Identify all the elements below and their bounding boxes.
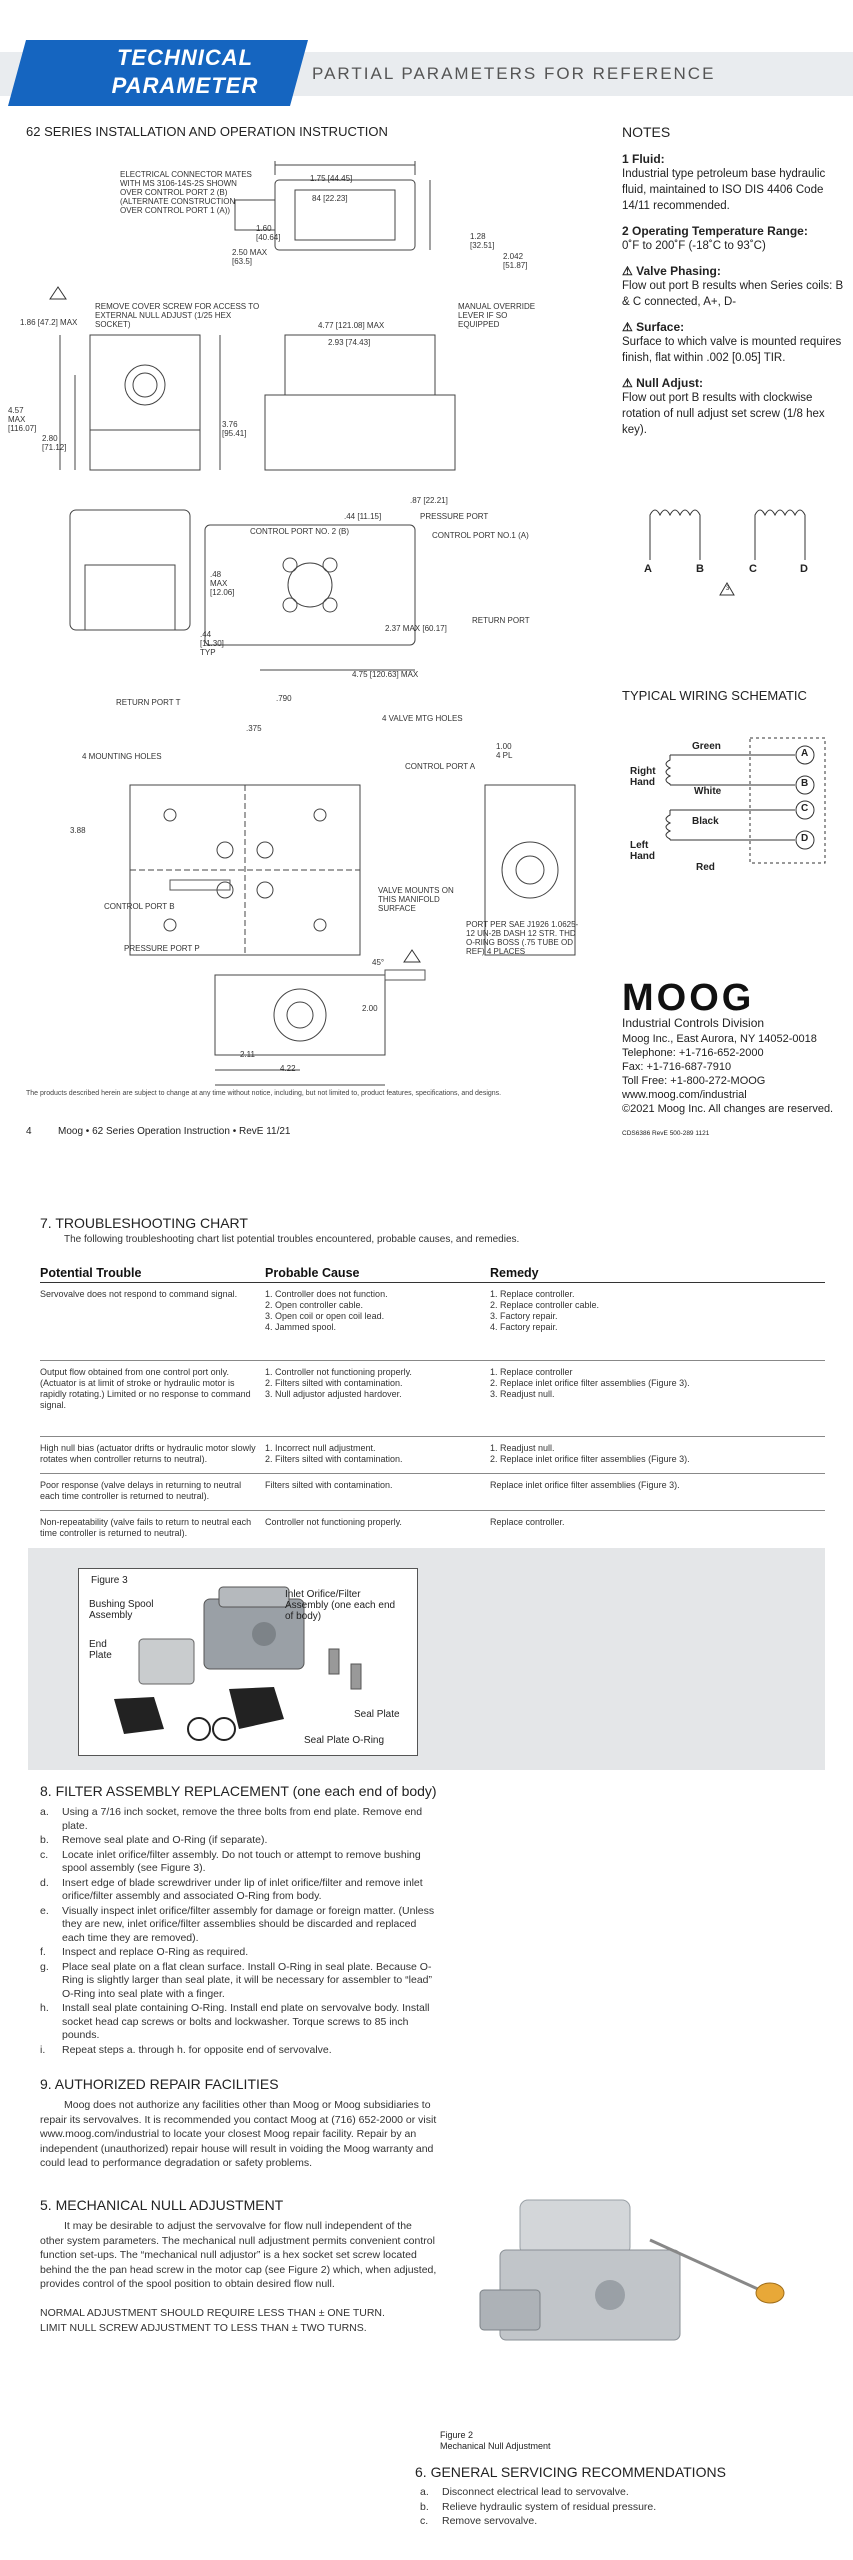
step-text: Relieve hydraulic system of residual pressure. [442, 2500, 657, 2513]
step-text: Locate inlet orifice/filter assembly. Do not touch or attempt to remove bushing spool assembly (see Figure 3). [62, 1848, 421, 1874]
list-item [40, 2002, 438, 2043]
trouble-intro: The following troubleshooting chart list potential troubles encountered, probable causes, and remedies. [64, 1234, 520, 1245]
coil-left [650, 510, 700, 525]
step-text: Using a 7/16 inch socket, remove the three bolts from end plate. Remove end plate. [62, 1806, 423, 1832]
dim-13: .87 [22.21] [410, 496, 448, 505]
table-row [40, 1437, 825, 1474]
coil-label-c: C [749, 563, 757, 575]
figure2-subcaption: Mechanical Null Adjustment [440, 2441, 551, 2451]
valve-side-base [265, 395, 455, 470]
label-bushing-spool: Bushing Spool Assembly [89, 1599, 154, 1621]
note-5-head: Null Adjust: [636, 376, 703, 390]
list-item [420, 2501, 820, 2515]
header-title-line2: PARAMETER [111, 73, 259, 98]
cell-trouble: High null bias (actuator drifts or hydraulic motor slowly rotates when controller returns to neutral). [40, 1437, 265, 1474]
connector-circle [125, 365, 165, 405]
moog-logo: MOOG [622, 977, 755, 1019]
step-letter: i. [40, 2043, 46, 2056]
null-caps-2: LIMIT NULL SCREW ADJUSTMENT TO LESS THAN ± TWO TURNS. [40, 2322, 367, 2334]
dim-7: 2.93 [74.43] [328, 338, 371, 347]
dim-26: 45° [372, 958, 385, 967]
port-a [323, 558, 337, 572]
terminal-label-b: B [801, 778, 809, 789]
callout-valve-mtg-holes: 4 VALVE MTG HOLES [382, 714, 463, 723]
step-letter: a. [420, 2486, 429, 2498]
valve-front-view [90, 335, 200, 430]
warning-triangle-icon: ⚠ [622, 264, 633, 278]
moog-telephone: Telephone: +1-716-652-2000 [622, 1047, 764, 1059]
note-4-body: Surface to which valve is mounted requires finish, flat within .002 [0.05] TIR. [622, 336, 842, 364]
cell-remedy: 1. Replace controller 2. Replace inlet orifice filter assemblies (Figure 3). 3. Readjust null. [490, 1361, 825, 1437]
header-banner [0, 40, 853, 110]
dim-11: 1.28 [32.51] [470, 232, 495, 250]
moog-copyright: ©2021 Moog Inc. All changes are reserved. [622, 1103, 834, 1115]
list-item [40, 1877, 438, 1904]
header-probable-cause: Probable Cause [265, 1262, 490, 1283]
coil-label-d: D [800, 563, 808, 575]
repair-body: Moog does not authorize any facilities other than Moog or Moog subsidiaries to repair its servovalves. It is recommended you contact Moog at (716) 652-2000 or visit www.moog.com/industrial to locate your closest Moog repair facility. Repair by an independent (unauthorized) repair house will result in voiding the Moog warranty and could lead to performance degradation or safety problems. [40, 2099, 437, 2169]
step-letter: d. [40, 1876, 49, 1889]
cell-trouble: Non-repeatability (valve fails to return to neutral each time controller is returned to neutral). [40, 1517, 252, 1538]
cell-trouble: Servovalve does not respond to command signal. [40, 1283, 265, 1361]
note-1-head: 1 Fluid: [622, 152, 665, 166]
step-letter: a. [40, 1806, 49, 1818]
note-2-body: 0˚F to 200˚F (-18˚C to 93˚C) [622, 240, 766, 252]
cell-cause: 1. Controller not functioning properly. 2. Filters silted with contamination. 3. Null adjustor adjusted hardover. [265, 1361, 490, 1437]
warning-triangle-icon: ⚠ [622, 320, 633, 334]
step-text: Install seal plate containing O-Ring. Install end plate on servovalve body. Install socket head cap screws or bolts and lockwasher. Torque screws to 85 inch pounds. [62, 2002, 430, 2041]
callout-control-port-b: CONTROL PORT B [104, 902, 175, 911]
dim-24: 2.11 [240, 1050, 255, 1059]
terminal-label-d: D [801, 833, 809, 844]
header-remedy: Remedy [490, 1262, 825, 1283]
label-inlet-filter: Inlet Orifice/Filter Assembly (one each end of body) [285, 1589, 396, 1622]
hex-key-icon [756, 2283, 784, 2303]
cell-cause: 1. Incorrect null adjustment. 2. Filters silted with contamination. [265, 1437, 490, 1474]
wire-black: Black [692, 816, 719, 827]
troubleshooting-table [40, 1262, 825, 1547]
list-item [420, 2515, 820, 2529]
step-letter: e. [40, 1904, 49, 1917]
filter-steps [40, 1806, 438, 2058]
callout-override-lever: MANUAL OVERRIDE LEVER IF SO EQUIPPED [458, 302, 536, 329]
label-left-hand: Left Hand [630, 840, 655, 862]
wire-red: Red [696, 862, 715, 873]
dim-23: 2.00 [362, 1004, 378, 1013]
trouble-title: 7. TROUBLESHOOTING CHART [40, 1215, 248, 1231]
dim-14: .44 [11.15] [344, 512, 382, 521]
coil-label-b: B [696, 563, 704, 575]
dim-17: 2.37 MAX [60.17] [385, 624, 447, 633]
step-letter: h. [40, 2002, 49, 2014]
servicing-title: 6. GENERAL SERVICING RECOMMENDATIONS [415, 2464, 726, 2480]
table-row [40, 1361, 825, 1437]
warning-triangle-icon [404, 950, 420, 962]
callout-return-port: RETURN PORT [472, 616, 530, 625]
list-item [40, 1834, 438, 1848]
moog-docnum: CDS6386 RevE 500-289 1121 [622, 1130, 710, 1137]
note-3-head: Valve Phasing: [636, 264, 721, 278]
figure2-photo [460, 2180, 830, 2380]
null-caps-1: NORMAL ADJUSTMENT SHOULD REQUIRE LESS THAN ± ONE TURN. [40, 2307, 385, 2319]
coil-warn-number: 3 [726, 586, 730, 592]
label-right-hand: Right Hand [630, 766, 656, 788]
step-text: Remove seal plate and O-Ring (if separate). [62, 1834, 268, 1846]
moog-web[interactable]: www.moog.com/industrial [622, 1089, 747, 1101]
port-t [323, 598, 337, 612]
dim-12: 2.042 [51.87] [503, 252, 528, 270]
cell-trouble: Poor response (valve delays in returning to neutral each time controller is returned to neutral). [40, 1474, 265, 1511]
callout-control-port-2: CONTROL PORT NO. 2 (B) [250, 527, 349, 536]
step-text: Remove servovalve. [442, 2515, 538, 2527]
dim-16: .44 [11.30] TYP [200, 630, 224, 657]
wire-white: White [694, 786, 722, 797]
figure2-caption: Figure 2 [440, 2430, 474, 2440]
warning-triangle-icon [50, 287, 66, 299]
list-item [40, 2044, 438, 2058]
dim-6: 4.77 [121.08] MAX [318, 321, 385, 330]
cell-cause: Controller not functioning properly. [265, 1517, 402, 1527]
moog-tollfree: Toll Free: +1-800-272-MOOG [622, 1075, 766, 1087]
label-seal-plate-oring: Seal Plate O-Ring [304, 1735, 385, 1746]
note-3-body: Flow out port B results when Series coils: B & C connected, A+, D- [622, 280, 844, 308]
cell-cause: Filters silted with contamination. [265, 1474, 490, 1511]
cell-remedy: 1. Replace controller. 2. Replace controller cable. 3. Factory repair. 4. Factory repair. [490, 1283, 825, 1361]
note-1-body: Industrial type petroleum base hydraulic fluid, maintained to ISO DIS 4406 Code 14/11 recommended. [622, 168, 826, 212]
dim-15: .48 MAX [12.06] [210, 570, 235, 597]
step-letter: b. [420, 2500, 429, 2513]
list-item [40, 1946, 438, 1960]
list-item [40, 1806, 438, 1833]
coil-left-hand [666, 810, 670, 840]
repair-title: 9. AUTHORIZED REPAIR FACILITIES [40, 2076, 279, 2092]
header-title [70, 44, 300, 100]
figure3-frame [78, 1568, 418, 1756]
step-letter: c. [420, 2515, 429, 2527]
step-letter: g. [40, 1960, 49, 1973]
callout-cover-screw: REMOVE COVER SCREW FOR ACCESS TO EXTERNAL NULL ADJUST (1/25 HEX SOCKET) [95, 302, 260, 329]
callout-control-port-1: CONTROL PORT NO.1 (A) [432, 531, 529, 540]
note-4-head: Surface: [636, 320, 685, 334]
wiring-schematic [630, 730, 830, 890]
callout-port-sae: PORT PER SAE J1926 1.0625-12 UN-2B DASH 12 STR. THD O-RING BOSS (.75 TUBE OD REF) 4 PLACES [466, 920, 579, 956]
figure3-caption: Figure 3 [91, 1575, 128, 1586]
coil-label-a: A [644, 563, 652, 575]
step-text: Insert edge of blade screwdriver under lip of inlet orifice/filter and remove inlet orifice/filter assembly and associated O-Ring from body. [62, 1876, 423, 1902]
dim-22: 1.00 4 PL [496, 742, 513, 760]
moog-fax: Fax: +1-716-687-7910 [622, 1061, 732, 1073]
moog-contact [622, 977, 847, 1137]
dim-5: 1.86 [47.2] MAX [20, 318, 78, 327]
step-text: Inspect and replace O-Ring as required. [62, 1946, 249, 1958]
valve-front-base [90, 430, 200, 470]
cell-trouble: Output flow obtained from one control port only. (Actuator is at limit of stroke or hydraulic motor is rapidly rotating.) Limited or no response to command signal. [40, 1361, 265, 1437]
valve-end-view [70, 510, 190, 630]
list-item [40, 1849, 438, 1876]
list-item [420, 2486, 820, 2500]
step-text: Disconnect electrical lead to servovalve. [442, 2486, 629, 2498]
null-title: 5. MECHANICAL NULL ADJUSTMENT [40, 2197, 284, 2213]
coil-right [755, 510, 805, 525]
notes-panel [622, 124, 844, 438]
header-subtitle: PARTIAL PARAMETERS FOR REFERENCE [312, 64, 716, 83]
cell-remedy: 1. Readjust null. 2. Replace inlet orifice filter assemblies (Figure 3). [490, 1437, 825, 1474]
warning-triangle-icon: ⚠ [622, 376, 633, 390]
install-title: 62 SERIES INSTALLATION AND OPERATION INSTRUCTION [26, 124, 388, 139]
moog-address: Moog Inc., East Aurora, NY 14052-0018 [622, 1033, 817, 1045]
terminal-label-a: A [801, 748, 809, 759]
callout-pressure-port: PRESSURE PORT [420, 512, 489, 521]
wiring-title: TYPICAL WIRING SCHEMATIC [622, 688, 807, 703]
note-2-head: 2 Operating Temperature Range: [622, 224, 808, 238]
servicing-steps [420, 2486, 820, 2530]
step-letter: c. [40, 1848, 49, 1861]
manifold-bottom [215, 975, 385, 1055]
port-b [283, 598, 297, 612]
dim-2: 84 [22.23] [312, 194, 348, 203]
callout-connector: ELECTRICAL CONNECTOR MATES WITH MS 3106-14S-2S SHOWN OVER CONTROL PORT 2 (B) (ALTERNATE CONSTRUCTION OVER CONTROL PORT 1 (A)) [120, 170, 252, 215]
note-5-body: Flow out port B results with clockwise rotation of null adjust set screw (1/8 hex key). [622, 392, 825, 436]
table-row [40, 1283, 825, 1361]
step-letter: b. [40, 1834, 49, 1846]
coil-diagram [640, 500, 840, 600]
list-item [40, 1905, 438, 1946]
null-body: It may be desirable to adjust the servovalve for flow null independent of the other system parameters. The mechanical null adjustment permits convenient control function set-ups. The “mechanical null adjustor” is a hex socket set screw located behind the the pan head screw in the motor cap (see Figure 2) which, when adjusted, provides control of the spool position to obtain desired flow null. [40, 2220, 437, 2290]
dim-10: 3.76 [95.41] [222, 420, 247, 438]
dim-18: 4.75 [120.63] MAX [352, 670, 419, 679]
step-text: Repeat steps a. through h. for opposite end of servovalve. [62, 2043, 332, 2056]
callout-manifold-surface: VALVE MOUNTS ON THIS MANIFOLD SURFACE [378, 886, 454, 913]
dim-9: 2.80 [71.12] [42, 434, 67, 452]
callout-return-port-t: RETURN PORT T [116, 698, 181, 707]
terminal-label-c: C [801, 803, 809, 814]
dim-20: .375 [246, 724, 262, 733]
notes-title: NOTES [622, 124, 671, 140]
header-title-line1: TECHNICAL [116, 45, 254, 70]
dim-19: .790 [276, 694, 292, 703]
cell-cause: 1. Controller does not function. 2. Open controller cable. 3. Open coil or open coil lead. 4. Jammed spool. [265, 1283, 490, 1361]
label-end-plate: End Plate [89, 1639, 112, 1661]
callout-pressure-port-p: PRESSURE PORT P [124, 944, 200, 953]
dim-8: 4.57 MAX [116.07] [8, 406, 37, 433]
wire-green: Green [692, 741, 721, 752]
step-letter: f. [40, 1946, 46, 1958]
table-row [40, 1474, 825, 1511]
disclaimer: The products described herein are subject to change at any time without notice, including, but not limited to, product features, specifications, and designs. [26, 1090, 502, 1097]
dim-4: 2.50 MAX [63.5] [232, 248, 268, 266]
moog-division: Industrial Controls Division [622, 1016, 765, 1030]
table-row [40, 1511, 825, 1548]
dim-21: 3.88 [70, 826, 86, 835]
footer-page-number: 4 [26, 1126, 32, 1137]
callout-control-port-a: CONTROL PORT A [405, 762, 476, 771]
callout-mounting-holes: 4 MOUNTING HOLES [82, 752, 162, 761]
cell-remedy: Replace inlet orifice filter assemblies (Figure 3). [490, 1474, 825, 1511]
footer-text: Moog • 62 Series Operation Instruction • RevE 11/21 [58, 1126, 291, 1137]
filter-title: 8. FILTER ASSEMBLY REPLACEMENT (one each end of body) [40, 1783, 437, 1799]
port-p [283, 558, 297, 572]
dim-1: 1.75 [44.45] [310, 174, 353, 183]
coil-right-hand [666, 755, 670, 785]
dim-25: 4.22 [280, 1064, 296, 1073]
cell-remedy: Replace controller. [490, 1517, 565, 1527]
step-text: Place seal plate on a flat clean surface. Install O-Ring in seal plate. Because O-Ring is slightly larger than seal plate, it will be necessary for assembler to “lead” O-Ring into seal plate with a finger. [62, 1960, 432, 2000]
list-item [40, 1961, 438, 2002]
dim-3: 1.60 [40.64] [256, 224, 281, 242]
table-header-row [40, 1262, 825, 1283]
step-text: Visually inspect inlet orifice/filter assembly for damage or foreign matter. (Unless they are new, inlet orifice/filter assemblies should be discarded and replaced each time they are removed). [62, 1904, 435, 1944]
label-seal-plate: Seal Plate [354, 1709, 400, 1720]
figure3-panel [28, 1548, 825, 1770]
header-potential-trouble: Potential Trouble [40, 1262, 265, 1283]
